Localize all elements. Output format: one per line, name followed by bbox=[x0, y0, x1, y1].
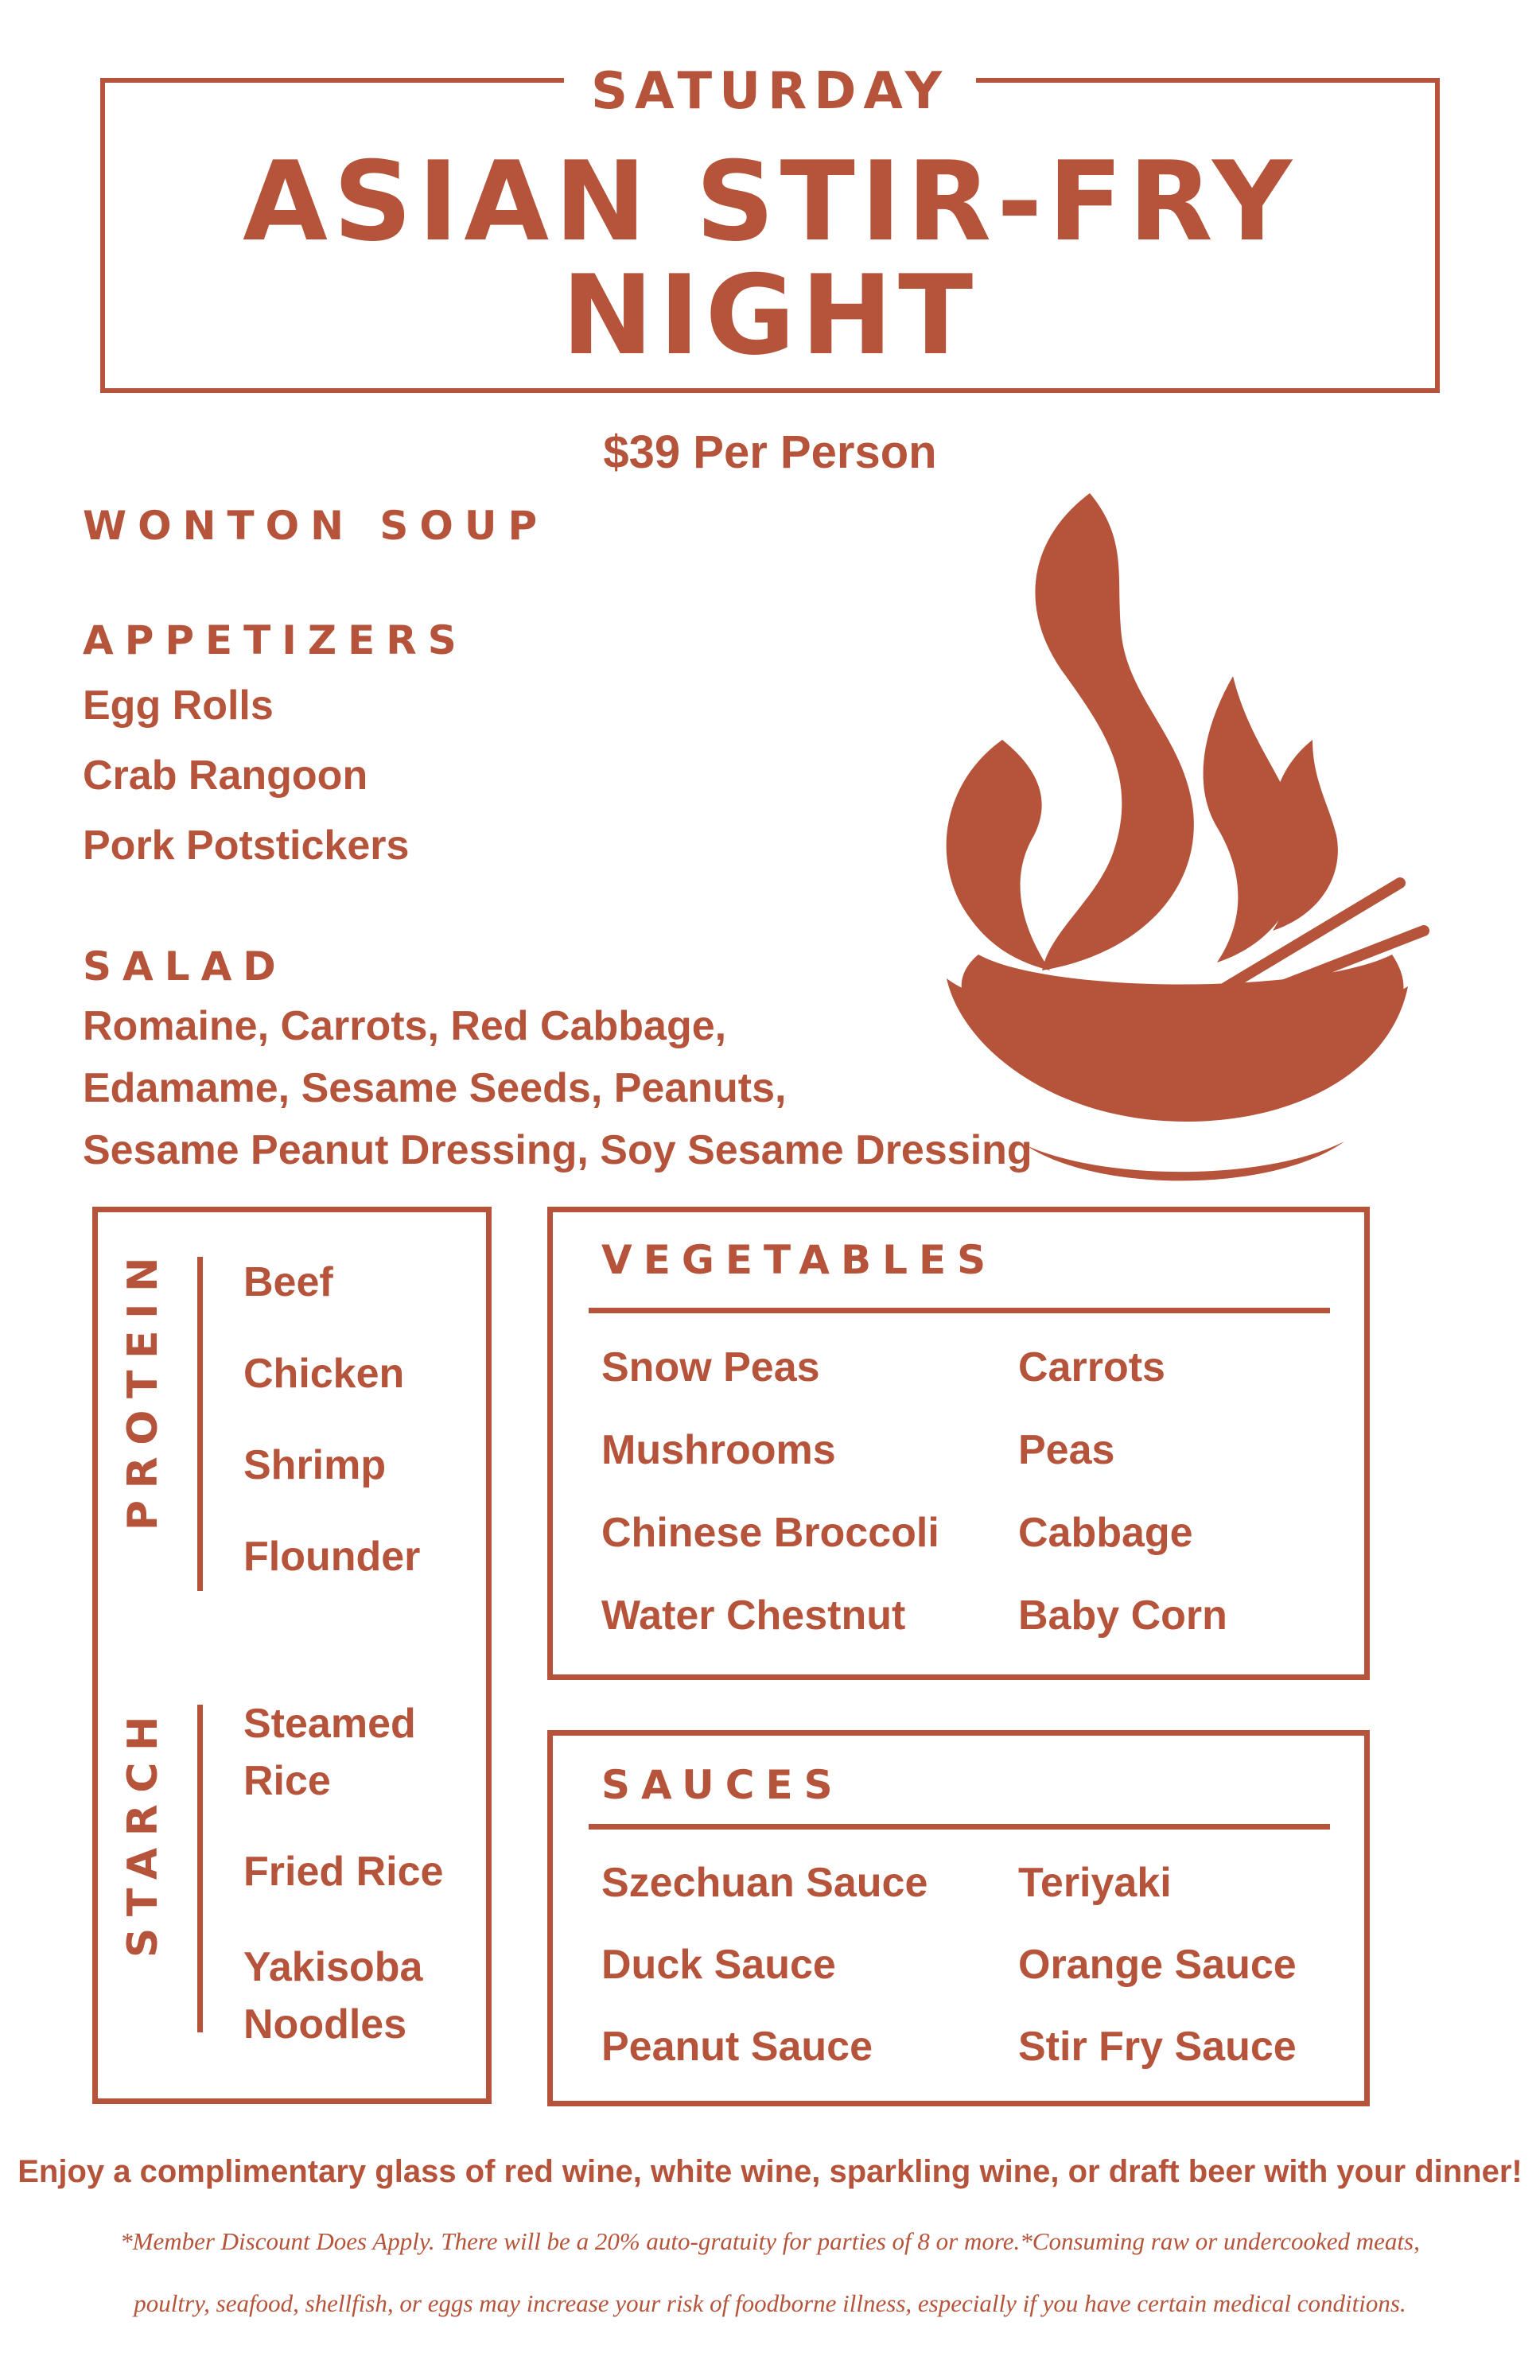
sauce-item: Szechuan Sauce bbox=[601, 1860, 928, 1906]
appetizer-item: Egg Rolls bbox=[83, 682, 274, 729]
vegetable-item: Snow Peas bbox=[601, 1344, 820, 1390]
disclaimer-line1: *Member Discount Does Apply. There will be a 20% auto-gratuity for parties of 8 or more.*Consuming raw or undercooked meats, bbox=[120, 2227, 1420, 2255]
starch-label: STARCH bbox=[119, 1704, 167, 1958]
protein-item: Beef bbox=[243, 1259, 333, 1305]
sauce-item: Duck Sauce bbox=[601, 1942, 836, 1988]
sauces-heading: SAUCES bbox=[601, 1762, 844, 1808]
vegetable-item: Mushrooms bbox=[601, 1427, 836, 1473]
salad-line: Edamame, Sesame Seeds, Peanuts, bbox=[83, 1065, 787, 1111]
vegetable-item: Water Chestnut bbox=[601, 1592, 906, 1639]
vegetable-item: Chinese Broccoli bbox=[601, 1510, 939, 1556]
sauce-item: Orange Sauce bbox=[1018, 1942, 1297, 1988]
vegetable-item: Baby Corn bbox=[1018, 1592, 1227, 1639]
price: $39 Per Person bbox=[603, 426, 937, 478]
salad-line: Romaine, Carrots, Red Cabbage, bbox=[83, 1003, 727, 1049]
page-title-line1: ASIAN STIR-FRY bbox=[243, 138, 1297, 266]
vegetable-item: Cabbage bbox=[1018, 1510, 1193, 1556]
appetizer-item: Crab Rangoon bbox=[83, 752, 368, 799]
vegetable-item: Peas bbox=[1018, 1427, 1115, 1473]
vegetables-rule bbox=[589, 1308, 1330, 1313]
sauce-item: Teriyaki bbox=[1018, 1860, 1172, 1906]
day-heading: SATURDAY bbox=[0, 62, 1540, 121]
starch-item: Noodles bbox=[243, 2001, 407, 2048]
soup-heading: WONTON SOUP bbox=[83, 503, 549, 549]
complimentary-drink-note: Enjoy a complimentary glass of red wine, white wine, sparkling wine, or draft beer with your dinner! bbox=[18, 2154, 1522, 2189]
starch-item: Fried Rice bbox=[243, 1849, 444, 1895]
sauces-rule bbox=[589, 1824, 1330, 1830]
appetizer-item: Pork Potstickers bbox=[83, 822, 410, 869]
flaming-bowl-icon bbox=[931, 477, 1448, 1193]
sauce-item: Stir Fry Sauce bbox=[1018, 2024, 1297, 2070]
starch-item: Steamed bbox=[243, 1701, 416, 1747]
vegetables-heading: VEGETABLES bbox=[601, 1237, 998, 1283]
starch-item: Rice bbox=[243, 1758, 331, 1804]
page-title-line2: NIGHT bbox=[561, 251, 979, 379]
appetizers-heading: APPETIZERS bbox=[83, 617, 468, 663]
vegetable-item: Carrots bbox=[1018, 1344, 1165, 1390]
protein-item: Chicken bbox=[243, 1351, 405, 1397]
protein-label: PROTEIN bbox=[119, 1245, 167, 1531]
protein-item: Flounder bbox=[243, 1534, 421, 1580]
protein-item: Shrimp bbox=[243, 1442, 387, 1488]
salad-line: Sesame Peanut Dressing, Soy Sesame Dressing bbox=[83, 1127, 1032, 1173]
starch-item: Yakisoba bbox=[243, 1944, 423, 1990]
starch-divider bbox=[197, 1705, 203, 2032]
protein-divider bbox=[197, 1257, 203, 1591]
salad-heading: SALAD bbox=[83, 943, 287, 990]
disclaimer-line2: poultry, seafood, shellfish, or eggs may increase your risk of foodborne illness, especially if you have certain medical conditions. bbox=[134, 2289, 1406, 2317]
sauce-item: Peanut Sauce bbox=[601, 2024, 873, 2070]
